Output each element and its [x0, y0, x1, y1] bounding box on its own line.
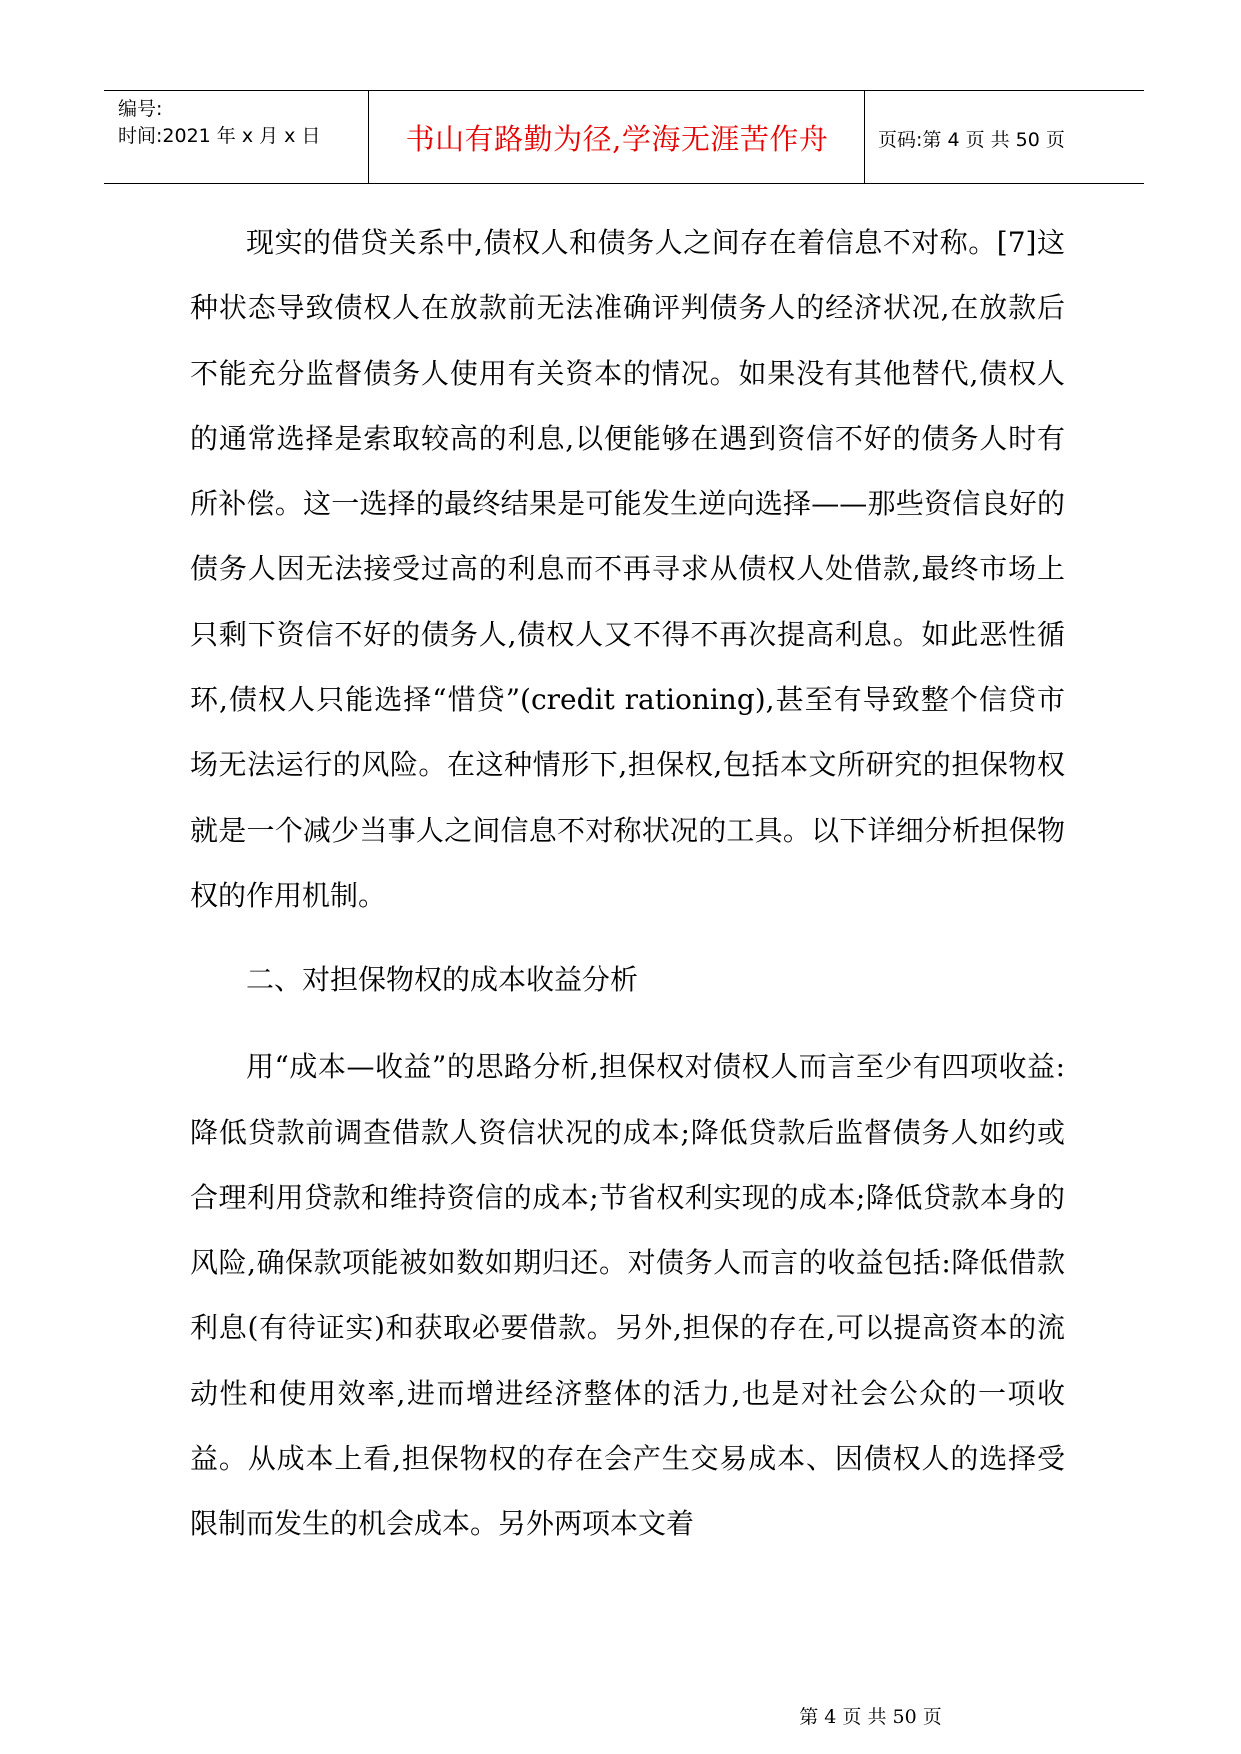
header-page-cell: [866, 91, 1144, 183]
header-page-code: 页码:第 4 页 共 50 页: [878, 129, 1065, 151]
body-paragraph-1: 现实的借贷关系中,债权人和债务人之间存在着信息不对称。[7]这种状态导致债权人在放款前无法准确评判债务人的经济状况,在放款后不能充分监督债务人使用有关资本的情况。如果没有其他替代,债权人的通常选择是索取较高的利息,以便能够在遇到资信不好的债务人时有所补偿。这一选择的最终结果是可能发生逆向选择——那些资信良好的债务人因无法接受过高的利息而不再寻求从债权人处借款,最终市场上只剩下资信不好的债务人,债权人又不得不再次提高利息。如此恶性循环,债权人只能选择“惜贷”(credit rationing),甚至有导致整个信贷市场无法运行的风险。在这种情形下,担保权,包括本文所研究的担保物权就是一个减少当事人之间信息不对称状况的工具。以下详细分析担保物权的作用机制。: [190, 226, 1065, 912]
page-footer: 第 4 页 共 50 页: [799, 1706, 942, 1728]
header-motto-cell: [370, 91, 865, 183]
document-number-label: 编号:: [118, 98, 163, 120]
body-paragraph-2: 用“成本—收益”的思路分析,担保权对债权人而言至少有四项收益:降低贷款前调查借款人资信状况的成本;降低贷款后监督债务人如约或合理利用贷款和维持资信的成本;节省权利实现的成本;降低贷款本身的风险,确保款项能被如数如期归还。对债务人而言的收益包括:降低借款利息(有待证实)和获取必要借款。另外,担保的存在,可以提高资本的流动性和使用效率,进而增进经济整体的活力,也是对社会公众的一项收益。从成本上看,担保物权的存在会产生交易成本、因债权人的选择受限制而发生的机会成本。另外两项本文着: [190, 1050, 1065, 1541]
page-header: [104, 90, 1144, 184]
header-motto: 书山有路勤为径,学海无涯苦作舟: [405, 122, 829, 156]
document-body: [190, 210, 1065, 1557]
document-time-label: 时间:2021 年 x 月 x 日: [118, 125, 321, 147]
section-heading: 二、对担保物权的成本收益分析: [246, 963, 639, 997]
header-info-cell: [104, 91, 369, 183]
